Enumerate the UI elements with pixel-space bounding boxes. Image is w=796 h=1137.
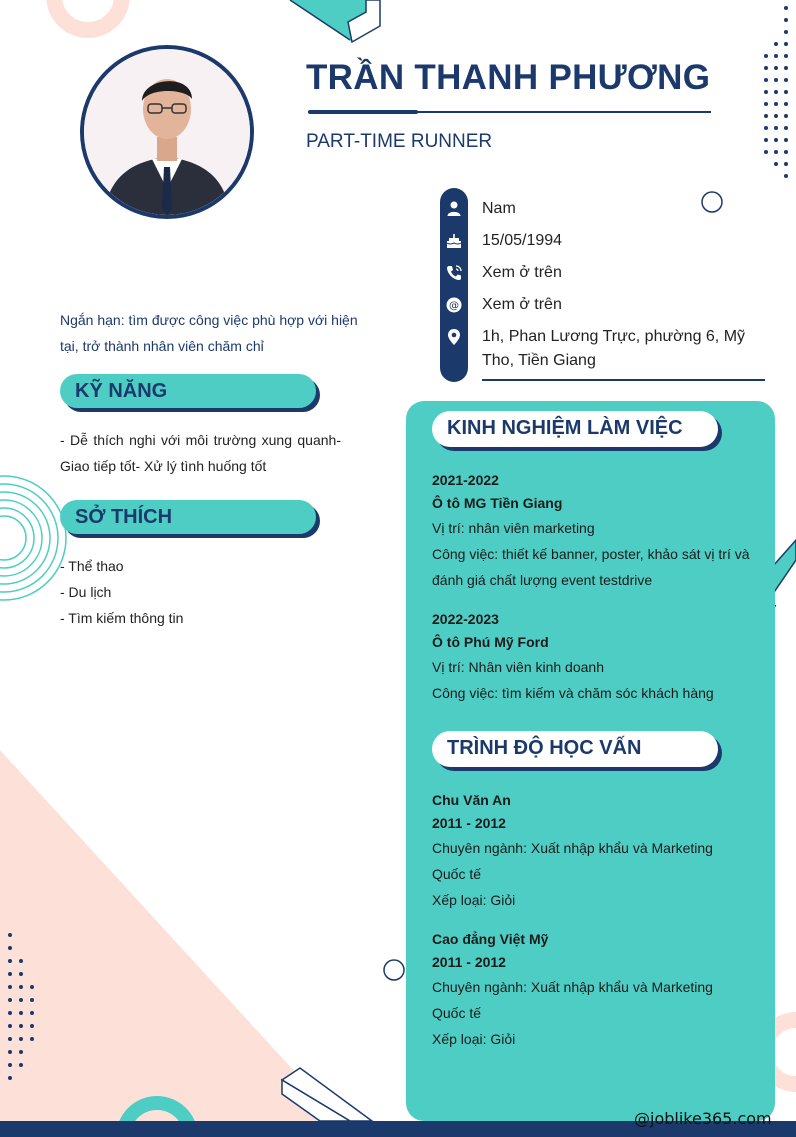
cake-icon [444, 231, 464, 251]
name-divider-accent [308, 110, 418, 114]
contact-birthday: 15/05/1994 [482, 232, 563, 249]
career-objective: Ngắn hạn: tìm được công việc phù hợp với hiện tại, trở thành nhân viên chăm chỉ [60, 312, 358, 354]
hobby-item: - Thể thao [60, 558, 124, 574]
contact-divider [482, 379, 765, 381]
watermark: @joblike365.com [634, 1109, 772, 1128]
contact-phone: Xem ở trên [482, 264, 562, 281]
education-major: Chuyên ngành: Xuất nhập khẩu và Marketing Quốc tế [432, 840, 713, 882]
education-heading: TRÌNH ĐỘ HỌC VẤN [447, 737, 642, 759]
experience-company: Ô tô Phú Mỹ Ford [432, 634, 549, 650]
email-icon [444, 295, 464, 315]
education-grade: Xếp loại: Giỏi [432, 1031, 516, 1047]
phone-icon [444, 263, 464, 283]
education-school: Cao đẳng Việt Mỹ [432, 931, 549, 947]
education-grade: Xếp loại: Giỏi [432, 892, 516, 908]
experience-period: 2022-2023 [432, 611, 499, 627]
contact-gender: Nam [482, 200, 516, 217]
location-pin-icon [444, 327, 464, 347]
svg-text:@: @ [449, 300, 459, 312]
experience-duties: Công việc: thiết kế banner, poster, khảo sát vị trí và đánh giá chất lượng event testdrive [432, 546, 750, 588]
education-school: Chu Văn An [432, 792, 511, 808]
contact-email: Xem ở trên [482, 296, 562, 313]
hobby-item: - Du lịch [60, 584, 112, 600]
education-major: Chuyên ngành: Xuất nhập khẩu và Marketing Quốc tế [432, 979, 713, 1021]
candidate-name: TRẦN THANH PHƯƠNG [306, 58, 711, 97]
experience-company: Ô tô MG Tiền Giang [432, 495, 563, 511]
education-period: 2011 - 2012 [432, 815, 506, 831]
profile-photo [80, 45, 254, 219]
person-portrait-icon [84, 49, 250, 215]
person-icon [444, 199, 464, 219]
skills-heading: KỸ NĂNG [75, 380, 168, 402]
hobbies-heading: SỞ THÍCH [75, 506, 173, 528]
hobby-item: - Tìm kiếm thông tin [60, 610, 184, 626]
skills-text: - Dễ thích nghi với môi trường xung quanh- Giao tiếp tốt- Xử lý tình huống tốt [60, 432, 341, 474]
contact-address: 1h, Phan Lương Trực, phường 6, Mỹ Tho, Tiền Giang [482, 328, 746, 369]
education-period: 2011 - 2012 [432, 954, 506, 970]
experience-duties: Công việc: tìm kiếm và chăm sóc khách hàng [432, 685, 714, 701]
experience-position: Vị trí: Nhân viên kinh doanh [432, 659, 604, 675]
job-title: PART-TIME RUNNER [306, 131, 493, 152]
experience-heading: KINH NGHIỆM LÀM VIỆC [447, 417, 683, 439]
experience-period: 2021-2022 [432, 472, 499, 488]
experience-position: Vị trí: nhân viên marketing [432, 520, 595, 536]
